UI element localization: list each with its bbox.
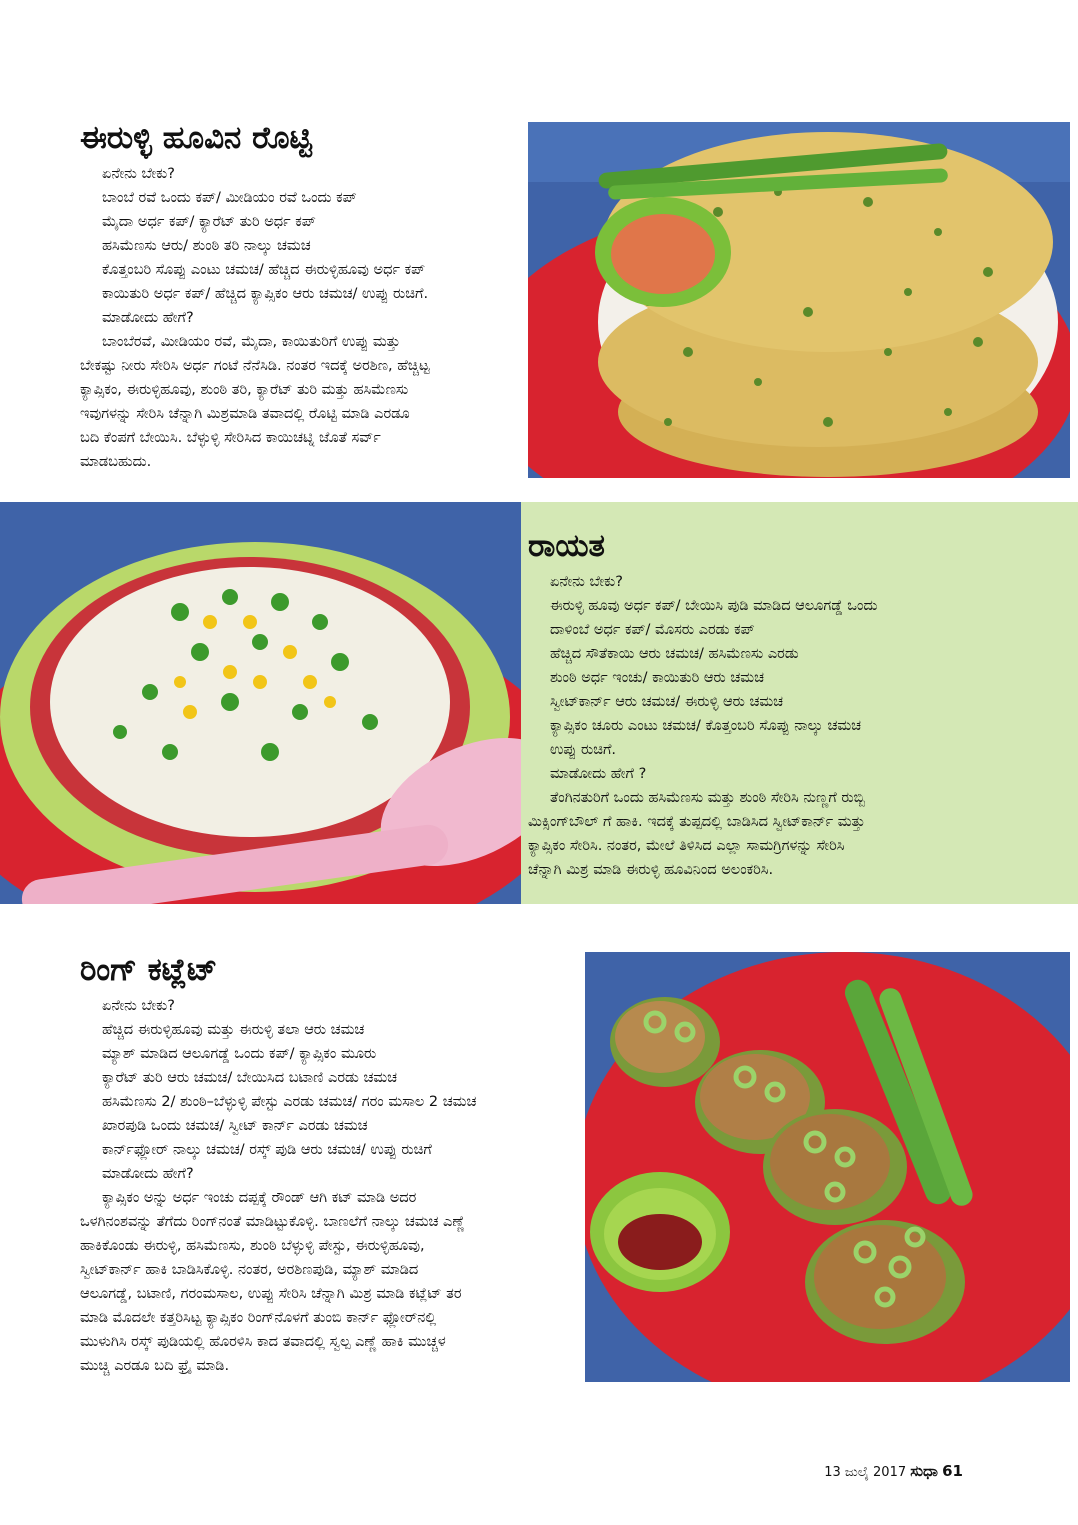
method-line: ಹಾಕಿಕೊಂಡು ಈರುಳ್ಳಿ, ಹಸಿಮೆಣಸು, ಶುಂಠಿ ಬೆಳ್ಳುಳ್ಳಿ ಪೇಸ್ಟು, ಈರುಳ್ಳಿಹೂವು, [80,1238,425,1254]
ingredients-heading: ಏನೇನು ಬೇಕು? [102,166,175,182]
method-line: ಬೇಕಷ್ಟು ನೀರು ಸೇರಿಸಿ ಅರ್ಧ ಗಂಟೆ ನೆನೆಸಿಡಿ. ನಂತರ ಇದಕ್ಕೆ ಅರಶಿಣ, ಹೆಚ್ಚಿಟ್ಟ [80,358,430,374]
method-line: ಇವುಗಳನ್ನು ಸೇರಿಸಿ ಚೆನ್ನಾಗಿ ಮಿಶ್ರಮಾಡಿ ತವಾದಲ್ಲಿ ರೊಟ್ಟಿ ಮಾಡಿ ಎರಡೂ [80,406,410,422]
method-line: ಕ್ಯಾಪ್ಸಿಕಂ ಸೇರಿಸಿ. ನಂತರ, ಮೇಲೆ ತಿಳಿಸಿದ ಎಲ್ಲಾ ಸಾಮಗ್ರಿಗಳನ್ನು ಸೇರಿಸಿ [528,838,845,854]
ingredient-line: ಹೆಚ್ಚಿದ ಸೌತೆಕಾಯಿ ಆರು ಚಮಚ/ ಹಸಿಮೆಣಸು ಎರಡು [550,646,799,662]
recipe-onion-flower-roti [80,118,525,474]
cutlet-image [585,952,1070,1382]
issue-date: 13 ಜುಲೈ 2017 [824,1465,907,1480]
ingredient-line: ಕಾರ್ನ್‌ಫ್ಲೋರ್ ನಾಲ್ಕು ಚಮಚ/ ರಸ್ಕ್ ಪುಡಿ ಆರು ಚಮಚ/ ಉಪ್ಪು ರುಚಿಗೆ [102,1142,432,1158]
recipe-title: ರಿಂಗ್ ಕಟ್ಲೆಟ್ [80,952,218,988]
method-line: ಆಲೂಗಡ್ಡೆ, ಬಟಾಣಿ, ಗರಂಮಸಾಲ, ಉಪ್ಪು ಸೇರಿಸಿ ಚೆನ್ನಾಗಿ ಮಿಶ್ರ ಮಾಡಿ ಕಟ್ಲೆಟ್ ತರ [80,1286,462,1302]
ingredient-line: ಹೆಚ್ಚಿದ ಈರುಳ್ಳಿಹೂವು ಮತ್ತು ಈರುಳ್ಳಿ ತಲಾ ಆರು ಚಮಚ [102,1022,365,1038]
method-line: ಕ್ಯಾಪ್ಸಿಕಂ, ಈರುಳ್ಳಿಹೂವು, ಶುಂಠಿ ತರಿ, ಕ್ಯಾರೆಟ್ ತುರಿ ಮತ್ತು ಹಸಿಮೆಣಸು [80,382,409,398]
method-line: ಮಿಕ್ಸಿಂಗ್‌ಬೌಲ್ ಗೆ ಹಾಕಿ. ಇದಕ್ಕೆ ತುಪ್ಪದಲ್ಲಿ ಬಾಡಿಸಿದ ಸ್ವೀಟ್‌ಕಾರ್ನ್ ಮತ್ತು [528,814,866,830]
ingredient-line: ಸ್ವೀಟ್‌ಕಾರ್ನ್ ಆರು ಚಮಚ/ ಈರುಳ್ಳಿ ಆರು ಚಮಚ [550,694,784,710]
ingredient-line: ಹಸಿಮೆಣಸು ಆರು/ ಶುಂಠಿ ತರಿ ನಾಲ್ಕು ಚಮಚ [102,238,311,254]
ingredient-line: ಉಪ್ಪು ರುಚಿಗೆ. [550,742,617,758]
ingredients-heading: ಏನೇನು ಬೇಕು? [102,998,175,1014]
method-line: ಚೆನ್ನಾಗಿ ಮಿಶ್ರ ಮಾಡಿ ಈರುಳ್ಳಿ ಹೂವಿನಿಂದ ಅಲಂಕರಿಸಿ. [528,862,774,878]
method-line: ಮುಚ್ಚಿ ಎರಡೂ ಬದಿ ಫ್ರೈ ಮಾಡಿ. [80,1358,230,1374]
page-footer [824,1462,963,1480]
method-line: ಒಳಗಿನಂಶವನ್ನು ತೆಗೆದು ರಿಂಗ್‌ನಂತೆ ಮಾಡಿಟ್ಟುಕೊಳ್ಳಿ. ಬಾಣಲೆಗೆ ನಾಲ್ಕು ಚಮಚ ಎಣ್ಣೆ [80,1214,465,1230]
method-line: ಬದಿ ಕೆಂಪಗೆ ಬೇಯಿಸಿ. ಬೆಳ್ಳುಳ್ಳಿ ಸೇರಿಸಿದ ಕಾಯಿಚಟ್ನಿ ಜೊತೆ ಸರ್ವ್ [80,430,381,446]
method-line: ಕ್ಯಾಪ್ಸಿಕಂ ಅನ್ನು ಅರ್ಧ ಇಂಚು ದಪ್ಪಕ್ಕೆ ರೌಂಡ್ ಆಗಿ ಕಟ್ ಮಾಡಿ ಅದರ [102,1190,417,1206]
method-line: ಮಾಡಬಹುದು. [80,454,152,470]
ingredient-line: ಮೈದಾ ಅರ್ಧ ಕಪ್/ ಕ್ಯಾರೆಟ್ ತುರಿ ಅರ್ಧ ಕಪ್ [102,214,316,230]
recipe-title: ರಾಯತ [528,528,605,564]
ingredient-line: ಕ್ಯಾರೆಟ್ ತುರಿ ಆರು ಚಮಚ/ ಬೇಯಿಸಿದ ಬಟಾಣಿ ಎರಡು ಚಮಚ [102,1070,398,1086]
recipe-ring-cutlet [80,950,580,1378]
ingredients-heading: ಏನೇನು ಬೇಕು? [550,574,623,590]
ingredient-line: ಕೊತ್ತಂಬರಿ ಸೊಪ್ಪು ಎಂಟು ಚಮಚ/ ಹೆಚ್ಚಿದ ಈರುಳ್ಳಿಹೂವು ಅರ್ಧ ಕಪ್ [102,262,426,278]
page-number: 61 [942,1462,963,1480]
recipe-raita [528,526,1048,882]
method-line: ಸ್ವೀಟ್‌ಕಾರ್ನ್ ಹಾಕಿ ಬಾಡಿಸಿಕೊಳ್ಳಿ. ನಂತರ, ಅರಶಿಣಪುಡಿ, ಮ್ಯಾಶ್ ಮಾಡಿದ [80,1262,419,1278]
ingredient-line: ದಾಳಿಂಬೆ ಅರ್ಧ ಕಪ್/ ಮೊಸರು ಎರಡು ಕಪ್ [550,622,755,638]
ingredient-line: ಹಸಿಮೆಣಸು 2/ ಶುಂಠಿ–ಬೆಳ್ಳುಳ್ಳಿ ಪೇಸ್ಟು ಎರಡು ಚಮಚ/ ಗರಂ ಮಸಾಲ 2 ಚಮಚ [102,1094,477,1110]
cutlet-photo [585,952,1070,1382]
method-line: ಮುಳುಗಿಸಿ ರಸ್ಕ್ ಪುಡಿಯಲ್ಲಿ ಹೊರಳಿಸಿ ಕಾದ ತವಾದಲ್ಲಿ ಸ್ವಲ್ಪ ಎಣ್ಣೆ ಹಾಕಿ ಮುಚ್ಚಳ [80,1334,446,1350]
roti-image [528,122,1070,478]
ingredient-line: ಬಾಂಬೆ ರವೆ ಒಂದು ಕಪ್/ ಮೀಡಿಯಂ ರವೆ ಒಂದು ಕಪ್ [102,190,357,206]
method-line: ಬಾಂಬೆರವೆ, ಮೀಡಿಯಂ ರವೆ, ಮೈದಾ, ಕಾಯಿತುರಿಗೆ ಉಪ್ಪು ಮತ್ತು [102,334,401,350]
ingredient-line: ಶುಂಠಿ ಅರ್ಧ ಇಂಚು/ ಕಾಯಿತುರಿ ಆರು ಚಮಚ [550,670,764,686]
ingredient-line: ಕ್ಯಾಪ್ಸಿಕಂ ಚೂರು ಎಂಟು ಚಮಚ/ ಕೊತ್ತಂಬರಿ ಸೊಪ್ಪು ನಾಲ್ಕು ಚಮಚ [550,718,862,734]
method-line: ಮಾಡಿ ಮೊದಲೇ ಕತ್ತರಿಸಿಟ್ಟ ಕ್ಯಾಪ್ಸಿಕಂ ರಿಂಗ್‌ನೊಳಗೆ ತುಂಬಿ ಕಾರ್ನ್ ಫ್ಲೋರ್‌ನಲ್ಲಿ [80,1310,437,1326]
ingredient-line: ಕಾಯಿತುರಿ ಅರ್ಧ ಕಪ್/ ಹೆಚ್ಚಿದ ಕ್ಯಾಪ್ಸಿಕಂ ಆರು ಚಮಚ/ ಉಪ್ಪು ರುಚಿಗೆ. [102,286,429,302]
ingredient-line: ಮ್ಯಾಶ್ ಮಾಡಿದ ಆಲೂಗಡ್ಡೆ ಒಂದು ಕಪ್/ ಕ್ಯಾಪ್ಸಿಕಂ ಮೂರು [102,1046,377,1062]
method-heading: ಮಾಡೋದು ಹೇಗೆ? [102,310,194,326]
method-line: ತೆಂಗಿನತುರಿಗೆ ಒಂದು ಹಸಿಮೆಣಸು ಮತ್ತು ಶುಂಠಿ ಸೇರಿಸಿ ನುಣ್ಣಗೆ ರುಬ್ಬಿ [550,790,866,806]
raita-photo [0,502,521,904]
raita-image [0,502,521,904]
magazine-name: ಸುಧಾ [910,1462,938,1480]
roti-photo [528,122,1070,478]
ingredient-line: ಖಾರಪುಡಿ ಒಂದು ಚಮಚ/ ಸ್ವೀಟ್ ಕಾರ್ನ್ ಎರಡು ಚಮಚ [102,1118,368,1134]
recipe-title: ಈರುಳ್ಳಿ ಹೂವಿನ ರೊಟ್ಟಿ [80,120,312,156]
method-heading: ಮಾಡೋದು ಹೇಗೆ ? [550,766,647,782]
method-heading: ಮಾಡೋದು ಹೇಗೆ? [102,1166,194,1182]
ingredient-line: ಈರುಳ್ಳಿ ಹೂವು ಅರ್ಧ ಕಪ್/ ಬೇಯಿಸಿ ಪುಡಿ ಮಾಡಿದ ಆಲೂಗಡ್ಡೆ ಒಂದು [550,598,878,614]
